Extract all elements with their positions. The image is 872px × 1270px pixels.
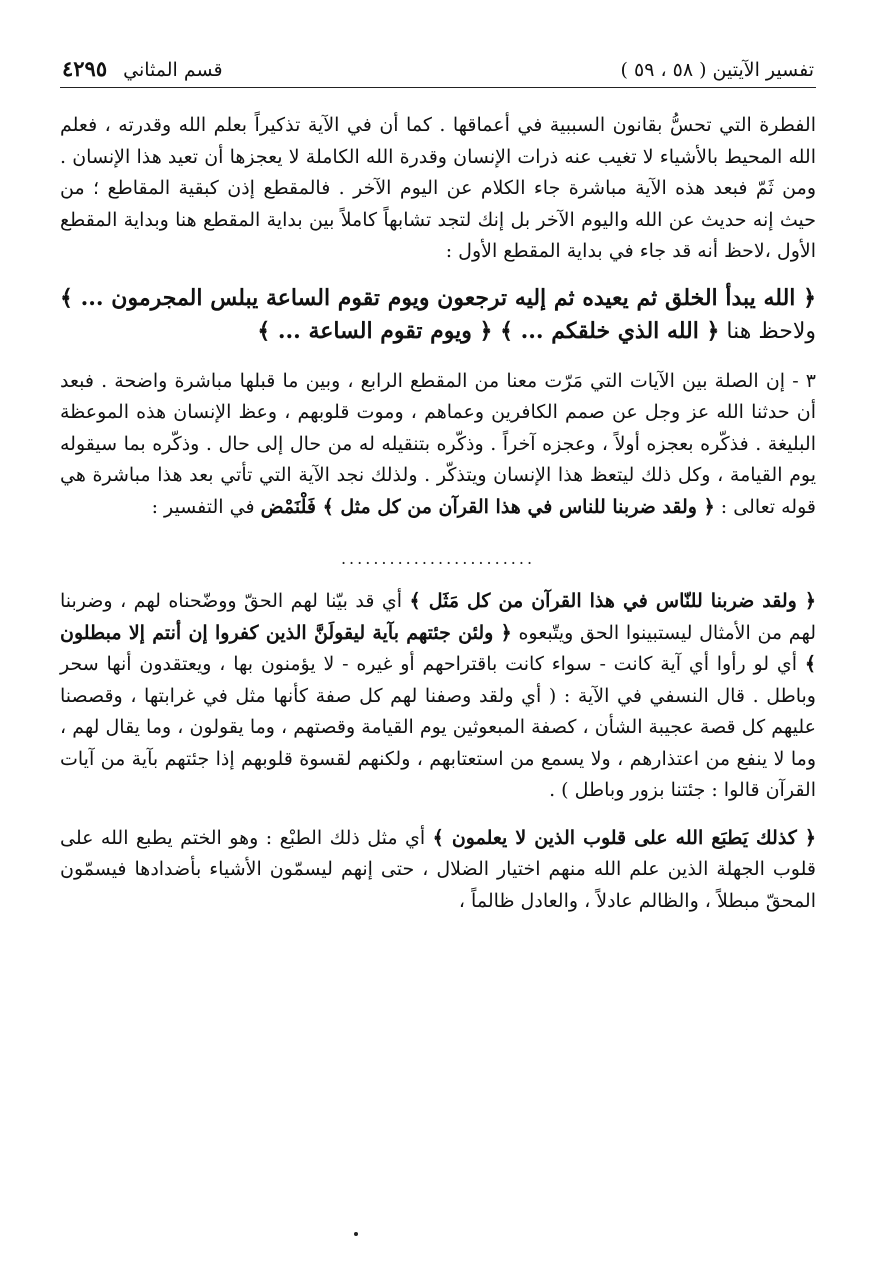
quran-quote: ﴿ ولئن جئتهم بآية ليقولَنَّ الذين كفروا إن أنتم إلا مبطلون ﴾ (60, 621, 816, 675)
paragraph-intro: الفطرة التي تحسُّ بقانون السببية في أعماقها . كما أن في الآية تذكيراً بعلم الله وقدرته ، فعلم الله المحيط بالأشياء لا تغيب عنه ذرات الإنسان وقدرة الله الكاملة لا يعجزها أن تعيد هذا الإنسان . ومن ثَمّ فبعد هذه الآية مباشرة جاء الكلام عن اليوم الآخر . فالمقطع إذن كبقية المقاطع ؛ من حيث إنه حديث عن الله واليوم الآخر بل إنك لتجد تشابهاً كاملاً بين بداية المقطع هنا وبداية المقطع الأول ،لاحظ أنه قد جاء في بداية المقطع الأول : (60, 114, 816, 262)
quote-paragraph (60, 282, 816, 348)
paragraph-text: أي مثل ذلك الطبْع : وهو الختم يطبع الله على قلوب الجهلة الذين علم الله منهم اختيار الضلال ، حتى إنهم ليسمّون الأشياء بأضدادها فيسمّون المحقّ مبطلاً ، والظالم عادلاً ، والعادل ظالماً ، (60, 826, 816, 912)
paragraph-tafsir-2 (60, 823, 816, 918)
paragraph-point-3 (60, 366, 816, 524)
quran-quote: ﴿ الله يبدأ الخلق ثم يعيده ثم إليه ترجعون ويوم تقوم الساعة يبلس المجرمون ... ﴾ (60, 284, 816, 311)
paragraph-text: في التفسير : (151, 495, 261, 518)
header-left (62, 56, 223, 81)
page-header (60, 56, 816, 88)
section-separator: ........................ (340, 549, 536, 568)
quote-connector: ولاحظ هنا (719, 318, 816, 344)
paragraph-text: أي قد بيّنا لهم الحقّ ووضّحناه لهم ، وضربنا لهم من الأمثال ليستبينوا الحق ويتّبعوه (60, 590, 817, 644)
paragraph-text: ٣ - إن الصلة بين الآيات التي مَرّت معنا من المقطع الرابع ، وبين ما قبلها مباشرة واضحة . فبعد أن حدثنا الله عز وجل عن صمم الكافرين وعماهم ، وموت قلوبهم ، وعظ الإنسان هذه الموعظة البليغة . فذكّره بعجزه أولاً ، وعجزه آخراً . وذكّره بتنقيله له من حال إلى حال . وذكّره بما سيقوله يوم القيامة ، وكل ذلك ليتعظ هذا الإنسان ويتذكّر . ولذلك نجد الآية التي تأتي بعد هذا مباشرة هي قوله تعالى : (60, 369, 816, 518)
quran-quote: ﴿ الله الذي خلقكم ... ﴾ ﴿ ويوم تقوم الساعة ... ﴾ (257, 317, 720, 344)
paragraph-text: أي لو رأوا أي آية كانت - سواء كانت باقتراحهم أو غيره - لا يؤمنون بها ، ويعتقدون أنها سحر وباطل . قال النسفي في الآية : ( أي ولقد وصفنا لهم كل صفة كأنها مثل في غرابتها ، وقصصنا عليهم كل قصة عجيبة الشأن ، كصفة المبعوثين يوم القيامة وقصتهم ، وما يقولون ، وما يقال لهم ، وما لا ينفع من اعتذارهم ، ولا يسمع من استعتابهم ، ولكنهم لقسوة قلوبهم إذا جئتهم بآية من آيات القرآن قالوا : جئتنا بزور وباطل ) . (60, 653, 816, 801)
page-mark-dot (354, 1232, 358, 1236)
quran-quote: ﴿ ولقد ضربنا للنّاس في هذا القرآن من كل مَثَل ﴾ (409, 590, 816, 612)
page-number: ٤٢٩٥ (62, 56, 108, 81)
paragraph-tafsir-1 (60, 586, 816, 807)
page-body (60, 110, 816, 917)
section-name: قسم المثاني (123, 59, 223, 81)
quran-quote: ﴿ ولقد ضربنا للناس في هذا القرآن من كل مثل ﴾ فَلْنَمْض (260, 495, 715, 518)
running-title: تفسير الآيتين ( ٥٨ ، ٥٩ ) (620, 59, 814, 81)
quran-quote: ﴿ كذلك يَطبَع الله على قلوب الذين لا يعلمون ﴾ (432, 826, 817, 849)
